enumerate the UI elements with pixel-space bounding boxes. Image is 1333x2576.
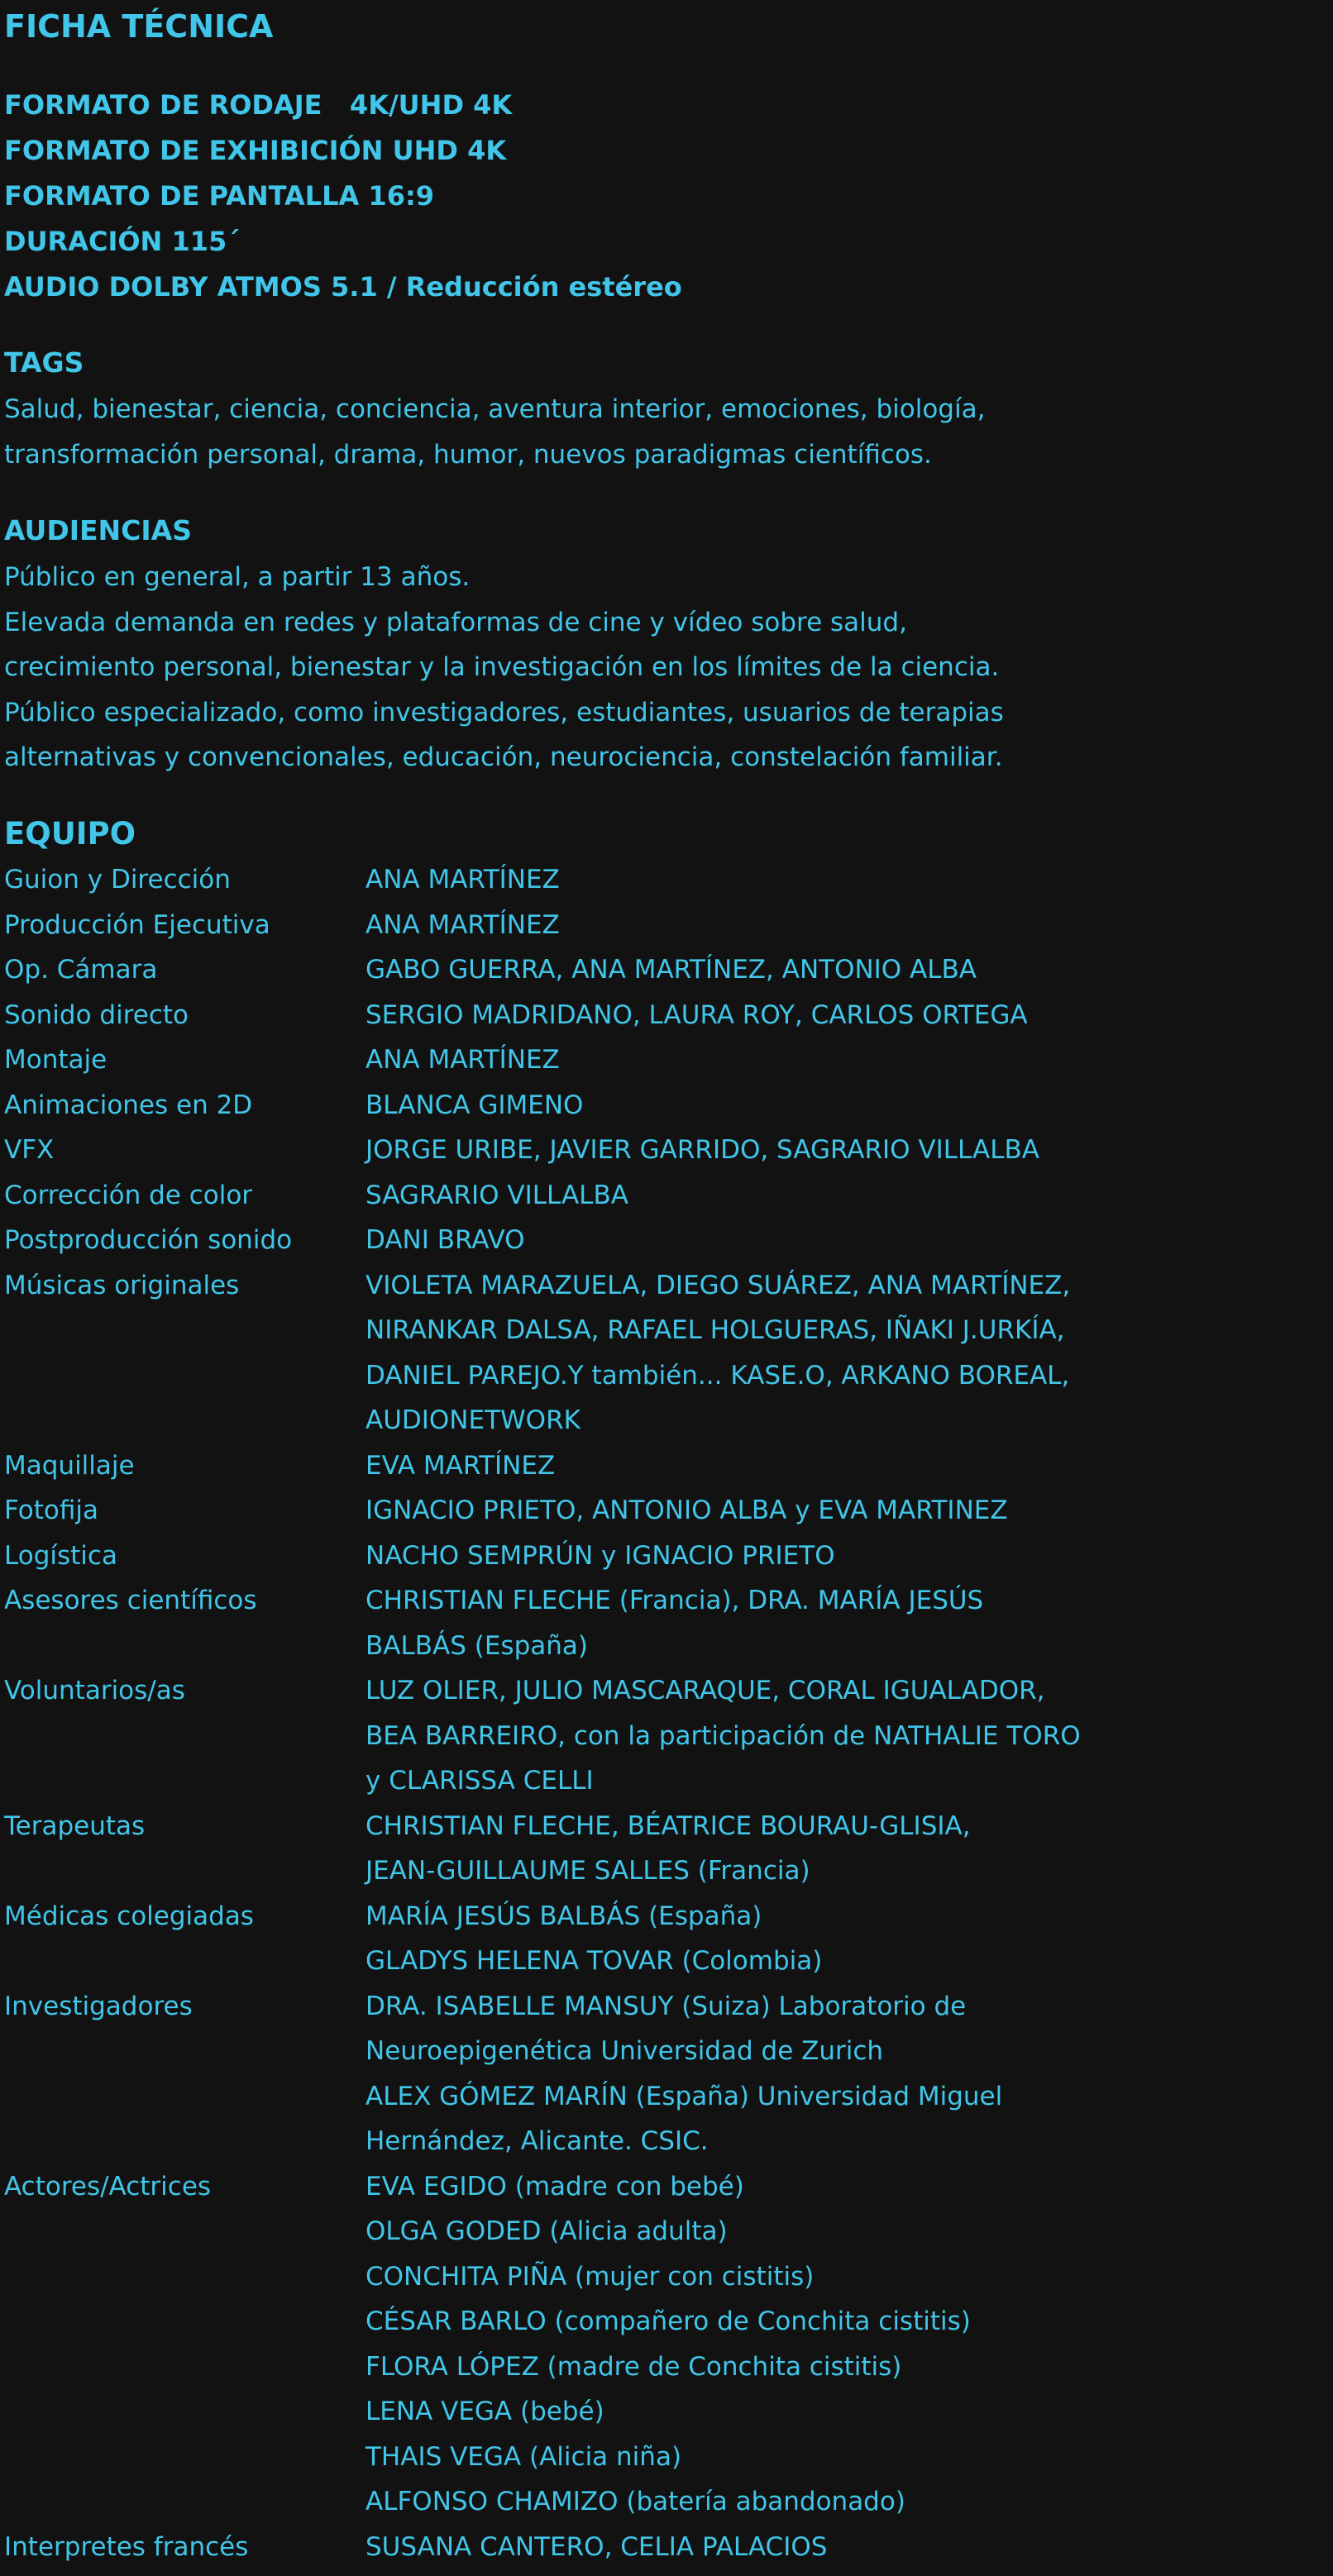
team-row <box>4 1443 1327 1489</box>
team-names <box>366 1894 822 1984</box>
team-name-line: ANA MARTÍNEZ <box>366 909 560 940</box>
audiencias-line: crecimiento personal, bienestar y la investigación en los límites de la ciencia. <box>4 652 1000 683</box>
team-names <box>366 1218 525 1263</box>
team-name-line: AUDIONETWORK <box>366 1405 580 1435</box>
team-name-line: THAIS VEGA (Alicia niña) <box>366 2441 682 2472</box>
team-row <box>4 903 1327 948</box>
team-role: Médicas colegiadas <box>4 1901 254 1931</box>
team-row <box>4 1488 1327 1534</box>
team-name-line: BALBÁS (España) <box>366 1630 588 1661</box>
team-name-line: SAGRARIO VILLALBA <box>366 1180 628 1210</box>
team-role: Actores/Actrices <box>4 2171 212 2202</box>
team-name-line: EVA MARTÍNEZ <box>366 1450 556 1481</box>
team-row <box>4 1263 1327 1443</box>
team-names <box>366 1488 1008 1534</box>
team-names <box>366 1263 1070 1443</box>
team-names <box>366 1668 1081 1804</box>
team-names <box>366 1173 628 1219</box>
team-role: Sonido directo <box>4 999 189 1030</box>
spec-audio: AUDIO DOLBY ATMOS 5.1 / Reducción estéreo <box>4 271 682 303</box>
spec-screen-format: FORMATO DE PANTALLA 16:9 <box>4 180 435 212</box>
team-names <box>366 1534 835 1579</box>
team-credits <box>4 857 1327 2569</box>
team-name-line: LUZ OLIER, JULIO MASCARAQUE, CORAL IGUALADOR, <box>366 1676 1045 1705</box>
team-row <box>4 1894 1327 1984</box>
team-names <box>366 1443 555 1489</box>
team-role: Fotofija <box>4 1496 98 1525</box>
spec-shooting-format: FORMATO DE RODAJE 4K/UHD 4K <box>4 89 513 121</box>
team-name-line: LENA VEGA (bebé) <box>366 2397 604 2426</box>
spec-duration: DURACIÓN 115´ <box>4 226 241 257</box>
team-role: Corrección de color <box>4 1180 253 1210</box>
team-role: Montaje <box>4 1045 108 1075</box>
team-names <box>366 1804 971 1894</box>
team-name-line: SUSANA CANTERO, CELIA PALACIOS <box>366 2531 828 2562</box>
team-role: Terapeutas <box>4 1810 146 1841</box>
team-name-line: Neuroepigenética Universidad de Zurich <box>366 2036 884 2066</box>
team-name-line: y CLARISSA CELLI <box>366 1766 594 1796</box>
team-name-line: ANA MARTÍNEZ <box>366 865 560 894</box>
team-row <box>4 1984 1327 2164</box>
team-row <box>4 2164 1327 2525</box>
team-role: Asesores científicos <box>4 1586 257 1615</box>
page-title: FICHA TÉCNICA <box>4 8 274 45</box>
team-row <box>4 1578 1327 1668</box>
team-role: Op. Cámara <box>4 955 158 985</box>
team-name-line: GABO GUERRA, ANA MARTÍNEZ, ANTONIO ALBA <box>366 955 977 985</box>
team-names <box>366 903 560 948</box>
team-row <box>4 993 1327 1038</box>
team-name-line: DANIEL PAREJO.Y también... KASE.O, ARKANO BOREAL, <box>366 1360 1070 1391</box>
team-names <box>366 1038 560 1083</box>
team-row <box>4 1668 1327 1804</box>
audiencias-line: Público especializado, como investigadores, estudiantes, usuarios de terapias <box>4 697 1004 727</box>
spec-list <box>4 83 682 310</box>
team-names <box>366 947 977 993</box>
tags-line: Salud, bienestar, ciencia, conciencia, aventura interior, emociones, biología, <box>4 394 986 424</box>
team-role: Músicas originales <box>4 1270 240 1300</box>
team-row <box>4 1534 1327 1579</box>
audiencias-line: alternativas y convencionales, educación, neurociencia, constelación familiar. <box>4 742 1003 773</box>
team-name-line: FLORA LÓPEZ (madre de Conchita cistitis) <box>366 2351 902 2382</box>
team-name-line: BEA BARREIRO, con la participación de NATHALIE TORO <box>366 1720 1081 1751</box>
team-row <box>4 857 1327 903</box>
team-role: Maquillaje <box>4 1450 135 1481</box>
team-name-line: GLADYS HELENA TOVAR (Colombia) <box>366 1946 823 1976</box>
team-name-line: CHRISTIAN FLECHE, BÉATRICE BOURAU-GLISIA, <box>366 1810 971 1841</box>
team-name-line: JORGE URIBE, JAVIER GARRIDO, SAGRARIO VILLALBA <box>366 1135 1039 1165</box>
team-name-line: Hernández, Alicante. CSIC. <box>366 2126 709 2156</box>
team-names <box>366 1578 983 1668</box>
team-names <box>366 993 1028 1038</box>
team-names <box>366 2525 827 2570</box>
team-name-line: MARÍA JESÚS BALBÁS (España) <box>366 1901 762 1931</box>
team-name-line: ALFONSO CHAMIZO (batería abandonado) <box>366 2487 905 2516</box>
team-names <box>366 2164 971 2525</box>
team-names <box>366 1083 583 1128</box>
team-role: VFX <box>4 1135 55 1165</box>
team-name-line: SERGIO MADRIDANO, LAURA ROY, CARLOS ORTEGA <box>366 999 1028 1030</box>
team-row <box>4 1218 1327 1263</box>
team-name-line: BLANCA GIMENO <box>366 1090 584 1120</box>
team-names <box>366 1128 1039 1173</box>
team-role: Voluntarios/as <box>4 1676 185 1705</box>
team-name-line: CHRISTIAN FLECHE (Francia), DRA. MARÍA JESÚS <box>366 1586 984 1615</box>
team-names <box>366 1984 1002 2164</box>
team-name-line: CONCHITA PIÑA (mujer con cistitis) <box>366 2261 815 2292</box>
team-role: Postproducción sonido <box>4 1225 293 1255</box>
team-row <box>4 947 1327 993</box>
team-name-line: IGNACIO PRIETO, ANTONIO ALBA y EVA MARTINEZ <box>366 1496 1008 1525</box>
team-name-line: OLGA GODED (Alicia adulta) <box>366 2216 728 2246</box>
tags-line: transformación personal, drama, humor, nuevos paradigmas científicos. <box>4 439 932 470</box>
team-role: Interpretes francés <box>4 2531 249 2562</box>
team-row <box>4 1173 1327 1219</box>
team-name-line: ALEX GÓMEZ MARÍN (España) Universidad Miguel <box>366 2081 1003 2111</box>
audiencias-line: Público en general, a partir 13 años. <box>4 562 471 592</box>
team-name-line: ANA MARTÍNEZ <box>366 1045 560 1075</box>
team-role: Guion y Dirección <box>4 865 231 894</box>
tags-heading: TAGS <box>4 346 84 379</box>
team-row <box>4 1038 1327 1083</box>
audiencias-text <box>4 555 1004 780</box>
team-role: Animaciones en 2D <box>4 1090 253 1120</box>
team-row <box>4 1083 1327 1128</box>
team-names <box>366 857 560 903</box>
team-role: Logística <box>4 1540 117 1571</box>
team-row <box>4 2525 1327 2570</box>
team-name-line: NIRANKAR DALSA, RAFAEL HOLGUERAS, IÑAKI J.URKÍA, <box>366 1315 1065 1345</box>
team-name-line: DANI BRAVO <box>366 1225 525 1255</box>
audiencias-heading: AUDIENCIAS <box>4 514 192 546</box>
team-row <box>4 1804 1327 1894</box>
audiencias-line: Elevada demanda en redes y plataformas de cine y vídeo sobre salud, <box>4 607 907 637</box>
team-name-line: VIOLETA MARAZUELA, DIEGO SUÁREZ, ANA MARTÍNEZ, <box>366 1270 1071 1300</box>
team-name-line: DRA. ISABELLE MANSUY (Suiza) Laboratorio de <box>366 1991 967 2021</box>
tags-text <box>4 387 985 477</box>
equipo-heading: EQUIPO <box>4 816 136 852</box>
team-name-line: NACHO SEMPRÚN y IGNACIO PRIETO <box>366 1540 835 1571</box>
team-role: Producción Ejecutiva <box>4 909 270 940</box>
team-row <box>4 1128 1327 1173</box>
team-name-line: JEAN-GUILLAUME SALLES (Francia) <box>366 1856 810 1886</box>
team-role: Investigadores <box>4 1991 193 2021</box>
team-name-line: CÉSAR BARLO (compañero de Conchita cistitis) <box>366 2306 971 2336</box>
team-name-line: EVA EGIDO (madre con bebé) <box>366 2171 744 2202</box>
spec-exhibition-format: FORMATO DE EXHIBICIÓN UHD 4K <box>4 135 507 166</box>
